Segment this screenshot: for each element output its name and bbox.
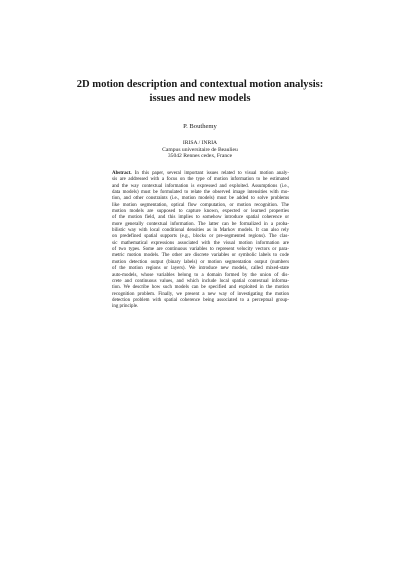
author-name: P. Bouthemy [183, 123, 217, 130]
abstract-line: ing principle. [112, 304, 139, 310]
abstract-first-line-text: In this paper, several important issues related to visual motion analy- [134, 171, 289, 176]
title-line-1: 2D motion description and contextual motion analysis: [76, 79, 324, 90]
abstract-line: bilistic way with local conditional densities as in Markov models. It can also rely [112, 228, 289, 234]
abstract-line: auto-models, whose variables belong to a domain formed by the union of dis- [112, 272, 289, 278]
paper-title [60, 78, 340, 106]
abstract-line: tion. We describe how such models can be specified and exploited in the motion [112, 285, 289, 291]
abstract-line: on predefined spatial supports (e.g., blocks or pre-segmented regions). The clas- [112, 234, 289, 240]
abstract-line: sis are addressed with a focus on the type of motion information to be estimated [112, 177, 289, 183]
abstract-label: Abstract. [112, 171, 132, 176]
abstract-line: more generally contextual information. The latter can be formalized in a proba- [112, 221, 289, 227]
abstract-line: motion models are supposed to capture known, expected or learned properties [112, 209, 289, 215]
author-affiliation [100, 140, 300, 160]
abstract-line: sic mathematical expressions associated with the visual motion information are [112, 240, 289, 246]
affiliation-line-2: Campus universitaire de Beaulieu [162, 146, 238, 153]
abstract-line: crete and continuous values, and which include local spatial contextual informa- [112, 278, 289, 284]
abstract-line: like motion segmentation, optical flow computation, or motion recognition. The [112, 202, 289, 208]
abstract-line: detection problem with spatial coherence being associated to a perceptual group- [112, 297, 289, 303]
abstract-line: tion, and other constraints (i.e., motion models) must be added to solve problems [112, 196, 289, 202]
affiliation-line-1: IRISA / INRIA [182, 140, 218, 146]
abstract-line: recognition problem. Finally, we present a new way of investigating the motion [112, 291, 289, 297]
title-line-2: issues and new models [149, 93, 251, 104]
abstract-line: metric motion models. The other are discrete variables or symbolic labels to code [112, 253, 289, 259]
abstract-line: of the motion regions or layers). We introduce new models, called mixed-state [112, 266, 289, 272]
abstract-line: of two types. Some are continuous variables to represent velocity vectors or para- [112, 247, 289, 253]
abstract-line: and the way contextual information is expressed and exploited. Assumptions (i.e., [112, 183, 289, 189]
abstract-line: data models) must be formulated to relate the observed image intensities with mo- [112, 190, 289, 196]
abstract [112, 171, 289, 311]
affiliation-line-3: 35042 Rennes cedex, France [167, 153, 233, 160]
abstract-line: motion detection output (binary labels) or motion segmentation output (numbers [112, 259, 289, 265]
abstract-line: of the motion field, and this implies to somehow introduce spatial coherence or [112, 215, 289, 221]
